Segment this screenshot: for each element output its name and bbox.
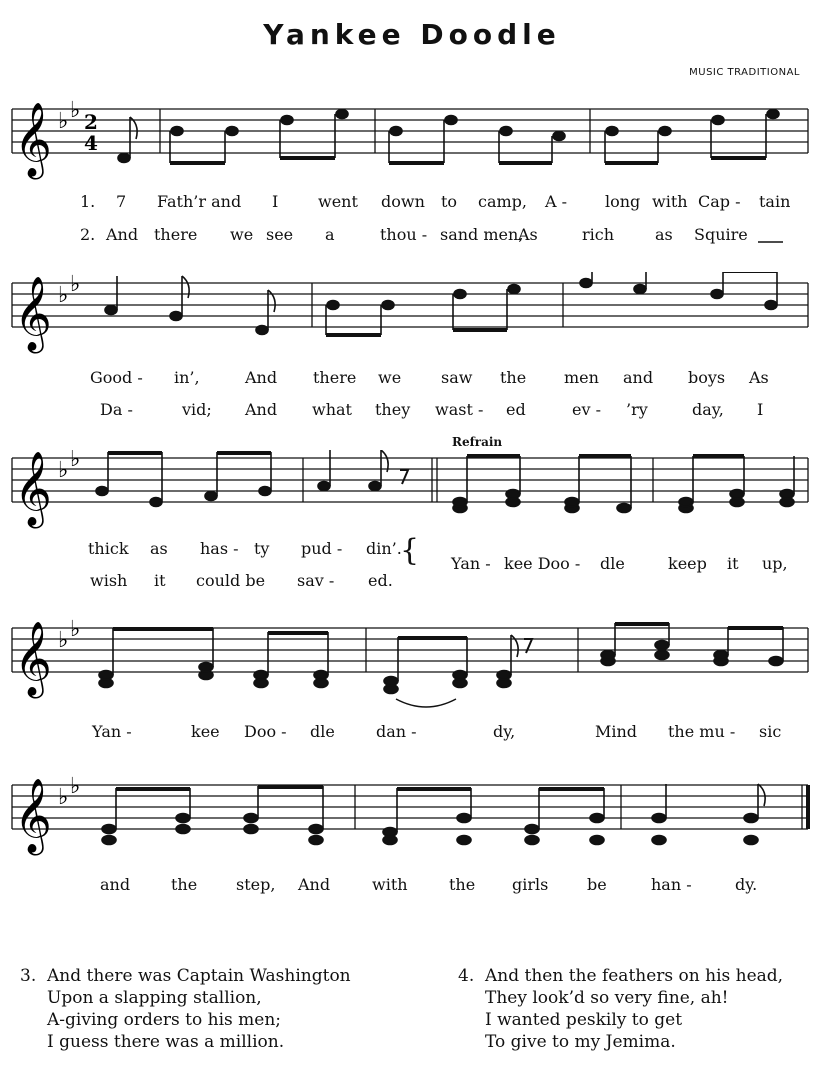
lyric: day, (692, 400, 724, 419)
lyric: saw (441, 368, 473, 387)
lyric: there (154, 225, 198, 244)
refrain-label: Refrain (452, 435, 503, 449)
flat-icon: ♭ (70, 450, 81, 472)
note-head (171, 127, 183, 136)
flat-icon: ♭ (70, 774, 81, 799)
note-head (118, 154, 130, 163)
verse-number: 3. (20, 966, 37, 986)
lyric: tain (759, 192, 791, 211)
lyric: And (245, 368, 278, 387)
lyric: Squire (694, 225, 748, 244)
lyric: step, (236, 875, 276, 894)
lyric: see (266, 225, 294, 244)
verse-line: A-giving orders to his men; (47, 1010, 282, 1030)
treble-clef-icon: 𝄞 (14, 622, 52, 696)
lyric: sand men, (440, 225, 524, 244)
lyric: the mu - (668, 722, 736, 741)
lyric: Good - (90, 368, 143, 387)
lyric: dy, (493, 722, 516, 741)
lyric: and (623, 368, 654, 387)
lyric: ed (506, 400, 526, 419)
lyric: in’, (174, 368, 200, 387)
staff-system-3 (0, 450, 824, 540)
treble-clef-icon: 𝄞 (14, 103, 52, 177)
lyric: and (100, 875, 131, 894)
lyric: I (272, 192, 279, 211)
lyric: dle (310, 722, 335, 741)
flat-icon: ♭ (58, 785, 69, 810)
lyric: we (230, 225, 254, 244)
lyric: there (313, 368, 357, 387)
lyric: Da - (100, 400, 133, 419)
lyric: they (375, 400, 411, 419)
lyric: And (245, 400, 278, 419)
flat-icon: ♭ (70, 272, 81, 297)
lyric: the (449, 875, 476, 894)
lyric: I (757, 400, 764, 419)
lyric: it (727, 554, 739, 573)
verse-line: And then the feathers on his head, (485, 966, 784, 986)
verse-line: They look’d so very fine, ah! (485, 988, 729, 1008)
lyric: be (587, 875, 607, 894)
lyric: with (372, 875, 408, 894)
lyric: boys (688, 368, 726, 387)
lyric: kee Doo - (504, 554, 581, 573)
time-sig-bottom: 4 (84, 131, 98, 155)
lyric: could be (196, 571, 266, 590)
lyric: keep (668, 554, 707, 573)
lyric: dan - (376, 722, 417, 741)
lyric: a (325, 225, 335, 244)
song-title: Yankee Doodle (263, 18, 561, 51)
staff-system-1 (0, 95, 824, 185)
lyric: thou - (380, 225, 428, 244)
lyric: ed. (368, 571, 393, 590)
lyric: thick (88, 539, 129, 558)
music-credit: MUSIC TRADITIONAL (689, 67, 800, 78)
lyric: And (106, 225, 139, 244)
lyric: Doo - (244, 722, 287, 741)
treble-clef-icon: 𝄞 (14, 779, 52, 853)
lyric: we (378, 368, 402, 387)
lyric: to (441, 192, 458, 211)
verse-brace: { (400, 533, 420, 568)
lyric: men (564, 368, 599, 387)
lyric: up, (762, 554, 788, 573)
lyric: 1. (80, 192, 96, 211)
lyric: 7 (116, 192, 127, 211)
lyric: girls (512, 875, 549, 894)
verse-line: Upon a slapping stallion, (47, 988, 262, 1008)
lyric: ev - (572, 400, 601, 419)
verse-line: To give to my Jemima. (485, 1032, 676, 1052)
verse-line: I wanted peskily to get (485, 1010, 683, 1030)
treble-clef-icon: 𝄞 (14, 277, 52, 351)
lyric: sic (759, 722, 782, 741)
verse-line: And there was Captain Washington (47, 966, 351, 986)
lyric: rich (582, 225, 615, 244)
lyric: camp, (478, 192, 527, 211)
lyric: ty (254, 539, 270, 558)
staff-system-2 (0, 272, 824, 362)
lyric: as (150, 539, 168, 558)
flat-icon: ♭ (58, 109, 69, 134)
lyric: sav - (297, 571, 335, 590)
lyric: what (312, 400, 352, 419)
lyric: han - (651, 875, 692, 894)
lyric: with (652, 192, 688, 211)
lyric: Yan - (451, 554, 491, 573)
flat-icon: ♭ (58, 283, 69, 308)
lyric: it (154, 571, 166, 590)
lyric: And (298, 875, 331, 894)
verse-number: 4. (458, 966, 475, 986)
lyric: the (500, 368, 527, 387)
flat-icon: ♭ (70, 98, 81, 123)
lyric: has - (200, 539, 239, 558)
lyric: pud - (301, 539, 343, 558)
lyric: kee (191, 722, 220, 741)
lyric: dle (600, 554, 625, 573)
flat-icon: ♭ (58, 458, 69, 483)
lyric: vid; (182, 400, 212, 419)
lyric: the (171, 875, 198, 894)
lyric: down (381, 192, 425, 211)
treble-clef-icon: 𝄞 (14, 452, 52, 526)
lyric: As (749, 368, 769, 387)
lyric: dy. (735, 875, 758, 894)
lyric: went (318, 192, 358, 211)
lyric: As (518, 225, 538, 244)
lyric: Cap - (698, 192, 741, 211)
flat-icon: ♭ (58, 628, 69, 653)
lyric: wish (90, 571, 128, 590)
melisma-line (0, 240, 824, 245)
lyric: 2. (80, 225, 96, 244)
verse-line: I guess there was a million. (47, 1032, 285, 1052)
time-sig-top: 2 (84, 110, 98, 134)
lyric: A - (545, 192, 568, 211)
lyric: ’ry (626, 400, 648, 419)
flat-icon: ♭ (70, 617, 81, 642)
verse-3 (20, 965, 351, 1053)
lyric: Yan - (92, 722, 132, 741)
lyric: wast - (435, 400, 484, 419)
lyric: Fath’r and (157, 192, 242, 211)
verse-4 (458, 965, 783, 1053)
staff-system-5 (0, 772, 824, 867)
lyric: long (605, 192, 641, 211)
staff-system-4 (0, 615, 824, 715)
lyric: Mind (595, 722, 638, 741)
lyric: as (655, 225, 673, 244)
lyric: din’. (366, 539, 402, 558)
